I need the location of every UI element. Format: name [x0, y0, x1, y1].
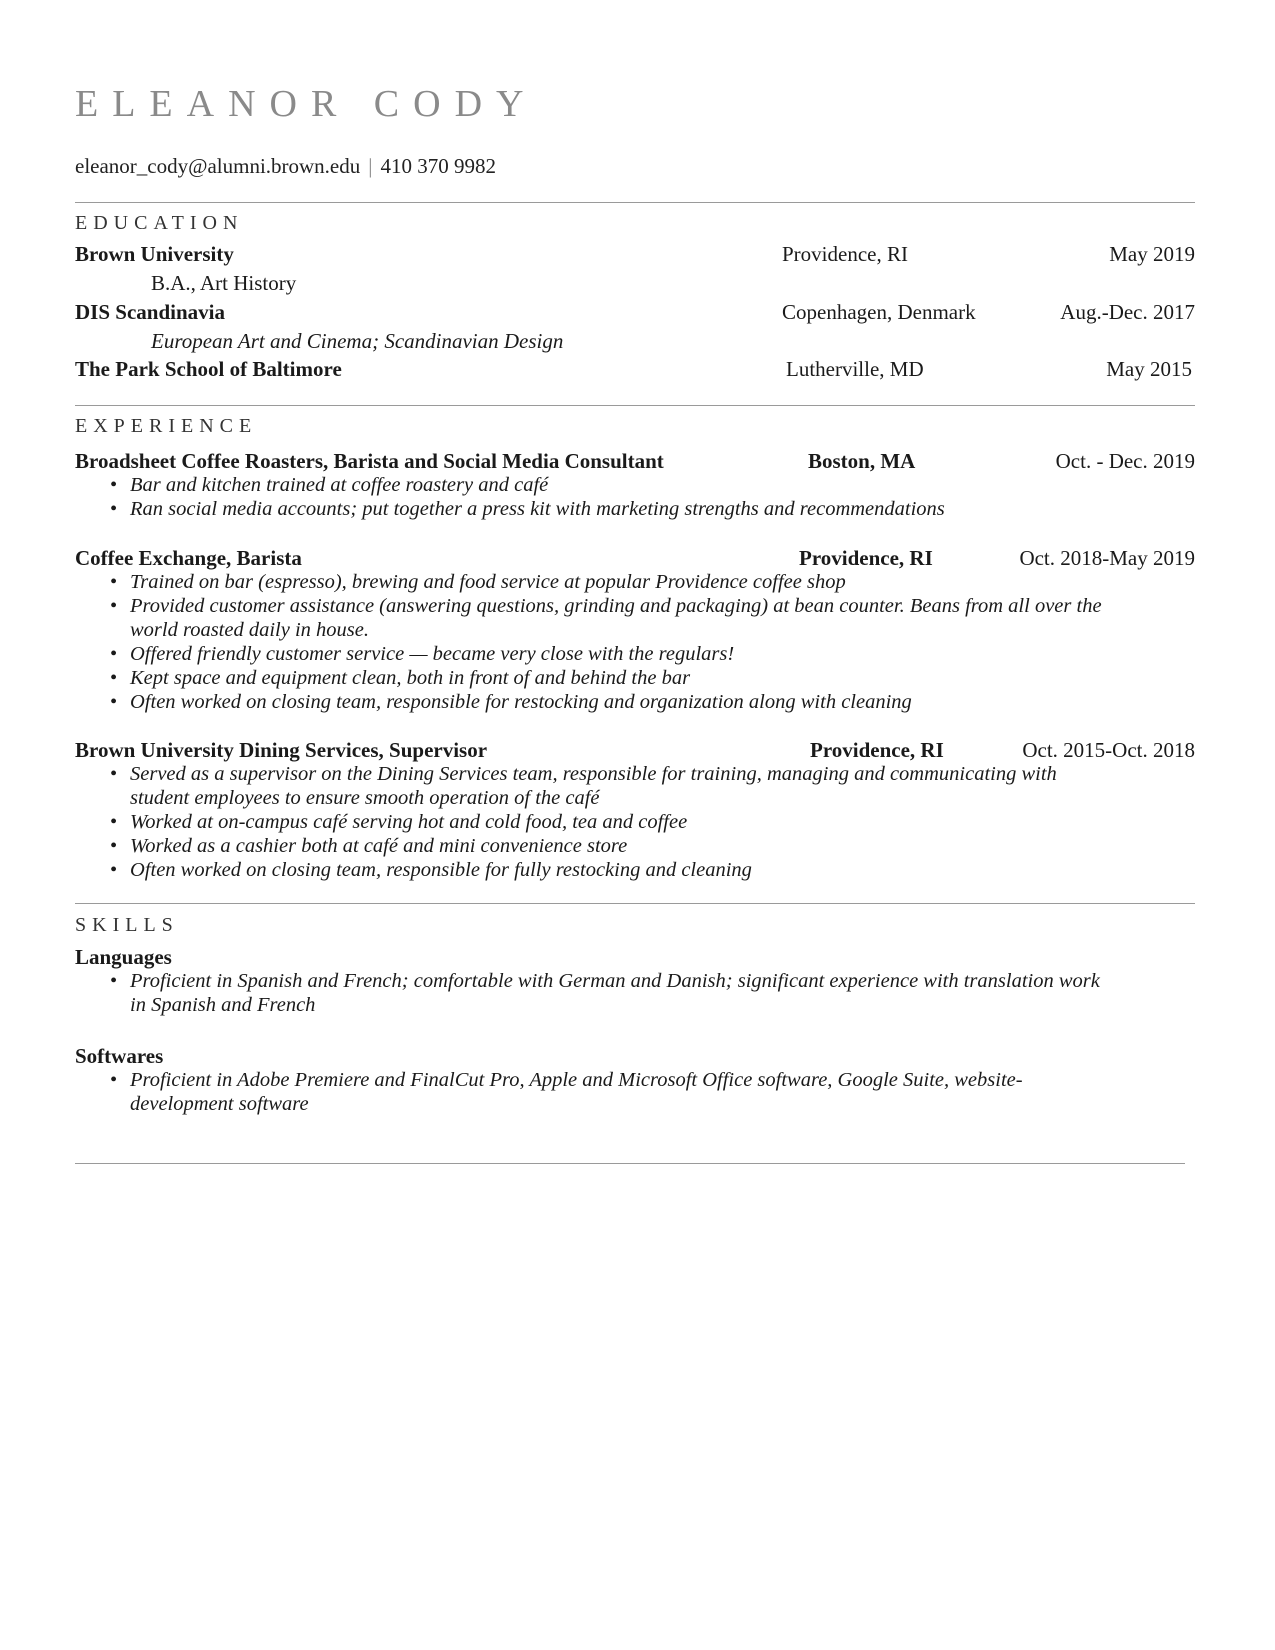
divider — [75, 202, 1195, 203]
school-location: Providence, RI — [782, 242, 908, 266]
list-item: • Proficient in Adobe Premiere and FinalCut Pro, Apple and Microsoft Office software, Google Suite, website- — [110, 1069, 1023, 1091]
bullet-marker: • — [110, 498, 118, 520]
school-name: Brown University — [75, 242, 234, 266]
phone-number[interactable]: 410 370 9982 — [380, 154, 496, 178]
list-item: student employees to ensure smooth operation of the café — [130, 787, 600, 809]
list-item: • Bar and kitchen trained at coffee roastery and café — [110, 474, 549, 496]
job-bullets — [75, 473, 1195, 521]
job-title: Coffee Exchange, Barista — [75, 546, 302, 570]
list-item: • Provided customer assistance (answering questions, grinding and packaging) at bean counter. Beans from all over the — [110, 595, 1102, 617]
school-date: Aug.-Dec. 2017 — [1060, 300, 1195, 324]
school-date: May 2015 — [1106, 357, 1192, 381]
degree: B.A., Art History — [151, 271, 297, 295]
list-item: • Served as a supervisor on the Dining Services team, responsible for training, managing and communicating with — [110, 763, 1057, 785]
bullet-marker: • — [110, 835, 118, 857]
divider — [75, 1163, 1185, 1164]
job-date: Oct. 2018-May 2019 — [1019, 546, 1195, 570]
school-name: DIS Scandinavia — [75, 300, 225, 324]
job-location: Boston, MA — [808, 449, 916, 473]
education-entry — [75, 242, 1195, 268]
education-entry — [75, 300, 1195, 326]
list-item: • Offered friendly customer service — became very close with the regulars! — [110, 643, 735, 665]
list-item: development software — [130, 1093, 309, 1115]
job-location: Providence, RI — [799, 546, 933, 570]
email-address[interactable]: eleanor_cody@alumni.brown.edu — [75, 154, 361, 178]
school-date: May 2019 — [1109, 242, 1195, 266]
list-item: • Worked as a cashier both at café and mini convenience store — [110, 835, 628, 857]
list-item: • Proficient in Spanish and French; comfortable with German and Danish; significant experience with translation work — [110, 970, 1100, 992]
candidate-name: ELEANOR CODY — [75, 83, 538, 125]
list-item: • Worked at on-campus café serving hot and cold food, tea and coffee — [110, 811, 688, 833]
job-bullets — [75, 762, 1195, 882]
skill-bullets — [75, 1068, 1195, 1116]
bullet-marker: • — [110, 643, 118, 665]
list-item: world roasted daily in house. — [130, 619, 369, 641]
bullet-marker: • — [110, 1069, 118, 1091]
job-title: Brown University Dining Services, Supervisor — [75, 738, 488, 762]
section-heading-skills: SKILLS — [75, 914, 179, 936]
list-item: • Kept space and equipment clean, both in front of and behind the bar — [110, 667, 691, 689]
bullet-marker: • — [110, 691, 118, 713]
list-item: • Often worked on closing team, responsible for restocking and organization along with cleaning — [110, 691, 912, 713]
divider — [75, 903, 1195, 904]
bullet-marker: • — [110, 859, 118, 881]
job-date: Oct. 2015-Oct. 2018 — [1022, 738, 1195, 762]
list-item: • Trained on bar (espresso), brewing and food service at popular Providence coffee shop — [110, 571, 846, 593]
list-item: • Often worked on closing team, responsible for fully restocking and cleaning — [110, 859, 752, 881]
section-heading-experience: EXPERIENCE — [75, 415, 258, 437]
school-location: Copenhagen, Denmark — [782, 300, 976, 324]
job-title: Broadsheet Coffee Roasters, Barista and Social Media Consultant — [75, 449, 664, 473]
skill-group-title: Languages — [75, 945, 172, 969]
bullet-marker: • — [110, 595, 118, 617]
skill-bullets — [75, 969, 1195, 1017]
contact-line — [75, 154, 496, 179]
skill-group-title: Softwares — [75, 1044, 164, 1068]
bullet-marker: • — [110, 667, 118, 689]
bullet-marker: • — [110, 763, 118, 785]
job-header — [75, 449, 1195, 475]
job-date: Oct. - Dec. 2019 — [1055, 449, 1195, 473]
bullet-marker: • — [110, 970, 118, 992]
job-bullets — [75, 570, 1195, 714]
section-heading-education: EDUCATION — [75, 212, 244, 234]
job-header — [75, 738, 1195, 764]
job-header — [75, 546, 1195, 572]
education-entry — [75, 357, 1195, 383]
contact-separator: | — [368, 154, 373, 178]
school-name: The Park School of Baltimore — [75, 357, 342, 381]
list-item: • Ran social media accounts; put together a press kit with marketing strengths and recommendations — [110, 498, 945, 520]
bullet-marker: • — [110, 474, 118, 496]
bullet-marker: • — [110, 811, 118, 833]
list-item: in Spanish and French — [130, 994, 316, 1016]
school-location: Lutherville, MD — [786, 357, 924, 381]
job-location: Providence, RI — [810, 738, 944, 762]
bullet-marker: • — [110, 571, 118, 593]
study-topics: European Art and Cinema; Scandinavian Design — [151, 329, 564, 353]
divider — [75, 405, 1195, 406]
